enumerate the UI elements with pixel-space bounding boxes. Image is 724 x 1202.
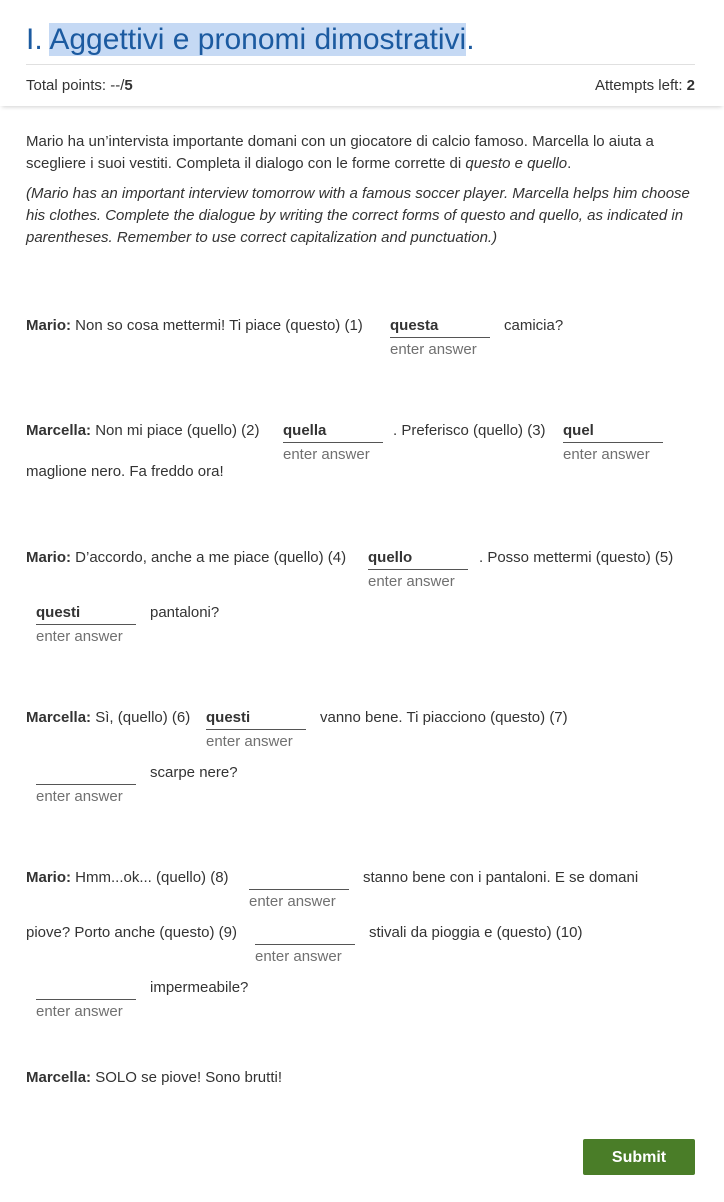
- speaker-name: Mario:: [26, 869, 71, 886]
- dialogue-line: Marcella: SOLO se piove! Sono brutti!: [26, 1069, 282, 1086]
- answer-placeholder: enter answer: [36, 788, 123, 805]
- answer-input-6[interactable]: questi: [206, 708, 306, 730]
- speaker-name: Mario:: [26, 549, 71, 566]
- dialogue-line: Mario: D’accordo, anche a me piace (quello) (4): [26, 549, 347, 566]
- answer-input-5[interactable]: questi: [36, 603, 136, 625]
- answer-blank-8[interactable]: [249, 868, 349, 911]
- answer-placeholder: enter answer: [36, 1003, 123, 1020]
- speaker-name: Marcella:: [26, 709, 92, 726]
- speaker-name: Marcella:: [26, 1069, 92, 1086]
- answer-placeholder: enter answer: [283, 446, 370, 463]
- answer-placeholder: enter answer: [255, 948, 342, 965]
- answer-input-2[interactable]: quella: [283, 421, 383, 443]
- answer-blank-9[interactable]: [255, 923, 355, 966]
- question-header: [0, 0, 724, 106]
- answer-placeholder: enter answer: [368, 573, 455, 590]
- total-points: Total points: --/5: [26, 77, 133, 94]
- answer-blank-2[interactable]: [283, 421, 383, 464]
- question-title: I. Aggettivi e pronomi dimostrativi.: [26, 23, 475, 56]
- answer-blank-3[interactable]: [563, 421, 663, 464]
- speaker-name: Marcella:: [26, 422, 92, 439]
- speaker-name: Mario:: [26, 317, 71, 334]
- answer-placeholder: enter answer: [36, 628, 123, 645]
- answer-input-3[interactable]: quel: [563, 421, 663, 443]
- dialogue-line: Mario: Non so cosa mettermi! Ti piace (questo) (1): [26, 317, 363, 334]
- attempts-left: Attempts left: 2: [594, 77, 695, 94]
- answer-input-7[interactable]: [36, 763, 136, 785]
- answer-blank-4[interactable]: [368, 548, 468, 591]
- answer-input-9[interactable]: [255, 923, 355, 945]
- answer-placeholder: enter answer: [563, 446, 650, 463]
- answer-blank-1[interactable]: [390, 316, 490, 359]
- header-divider: [26, 64, 695, 65]
- answer-blank-10[interactable]: [36, 978, 136, 1021]
- answer-blank-6[interactable]: [206, 708, 306, 751]
- dialogue-line: Marcella: Sì, (quello) (6): [26, 709, 191, 726]
- submit-button[interactable]: Submit: [583, 1139, 695, 1175]
- answer-input-8[interactable]: [249, 868, 349, 890]
- answer-blank-5[interactable]: [36, 603, 136, 646]
- answer-placeholder: enter answer: [390, 341, 477, 358]
- answer-input-10[interactable]: [36, 978, 136, 1000]
- answer-input-4[interactable]: quello: [368, 548, 468, 570]
- highlighted-title-text: Aggettivi e pronomi dimostrativi: [49, 23, 467, 56]
- dialogue-line: Mario: Hmm...ok... (quello) (8): [26, 869, 229, 886]
- dialogue-line: Marcella: Non mi piace (quello) (2): [26, 422, 260, 439]
- answer-input-1[interactable]: questa: [390, 316, 490, 338]
- instructions-english: (Mario has an important interview tomorrow with a famous soccer player. Marcella helps him choose his clothes. Complete the dialogue by writing the correct forms of questo and quello, as indicated in parentheses. Remember to use correct capitalization and punctuation.): [26, 185, 690, 246]
- answer-blank-7[interactable]: [36, 763, 136, 806]
- instructions-italian: Mario ha un’intervista importante domani con un giocatore di calcio famoso. Marcella lo aiuta a scegliere i suoi vestiti. Completa il dialogo con le forme corrette di questo e quello.: [26, 133, 654, 172]
- answer-placeholder: enter answer: [249, 893, 336, 910]
- answer-placeholder: enter answer: [206, 733, 293, 750]
- instructions: [26, 131, 698, 257]
